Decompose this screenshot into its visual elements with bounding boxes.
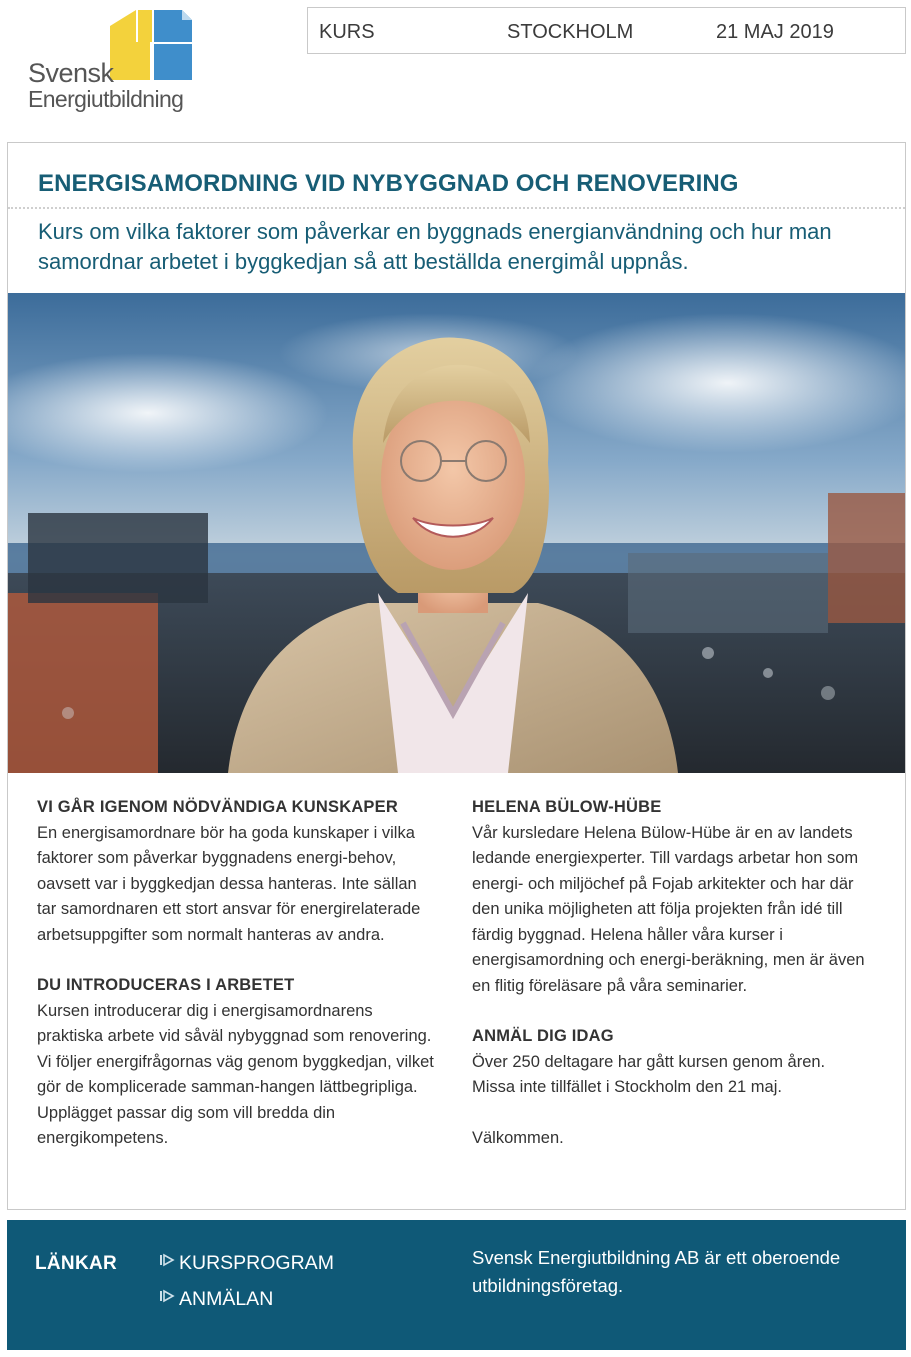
closing-text: Välkommen. <box>472 1128 564 1147</box>
section-heading-register: ANMÄL DIG IDAG <box>472 1027 614 1045</box>
section-heading-introduction: DU INTRODUCERAS I ARBETET <box>37 976 295 994</box>
page-subtitle: Kurs om vilka faktorer som påverkar en byggnads energianvändning och hur man samordnar arbetet i byggkedjan så att beställda energimål uppnås. <box>38 219 832 274</box>
left-column <box>37 795 437 1152</box>
course-info-bar <box>307 7 906 54</box>
house-logo-icon <box>108 6 194 86</box>
play-arrow-icon <box>159 1253 175 1267</box>
footer-links-label: LÄNKAR <box>35 1253 118 1274</box>
link-kursprogram[interactable] <box>159 1252 334 1275</box>
dotted-divider <box>8 207 905 209</box>
logo-text-line2: Energiutbildning <box>28 86 184 112</box>
section-text-introduction: Kursen introducerar dig i energisamordnarens praktiska arbete vid såväl nybyggnad som renovering. Vi följer energifrågornas väg genom byggkedjan, vilket gör de komplicerade samman-hangen lättbegripliga. Upplägget passar dig som vill bredda din energikompetens. <box>37 1001 434 1147</box>
section-heading-knowledge: VI GÅR IGENOM NÖDVÄNDIGA KUNSKAPER <box>37 798 398 816</box>
instructor-photo <box>8 293 905 773</box>
link-anmalan[interactable] <box>159 1288 273 1311</box>
company-about-text: Svensk Energiutbildning AB är ett oberoende utbildningsföretag. <box>472 1247 841 1296</box>
play-arrow-icon <box>159 1289 175 1303</box>
section-text-knowledge: En energisamordnare bör ha goda kunskaper i vilka faktorer som påverkar byggnadens energi-behov, oavsett var i byggkedjan dessa hanteras. Inte sällan tar samordnaren ett stort ansvar för energirelaterade arbetsuppgifter som normalt hanteras av andra. <box>37 823 421 944</box>
logo-text-line1: Svensk <box>28 58 114 88</box>
section-heading-instructor: HELENA BÜLOW-HÜBE <box>472 798 662 816</box>
course-city: STOCKHOLM <box>507 21 634 43</box>
section-text-instructor: Vår kursledare Helena Bülow-Hübe är en av landets ledande energiexperter. Till vardags arbetar hon som energi- och miljöchef på Fojab arkitekter och har där den unika möjligheten att följa projekten från idé till färdig byggnad. Helena håller våra kurser i energisamordning och energi-beräkning, men är även en flitig föreläsare på våra seminarier. <box>472 823 865 995</box>
footer <box>7 1220 906 1350</box>
link-anmalan-label[interactable]: ANMÄLAN <box>179 1288 274 1310</box>
course-type: KURS <box>319 21 375 43</box>
course-date: 21 MAJ 2019 <box>716 21 834 43</box>
page-title: ENERGISAMORDNING VID NYBYGGNAD OCH RENOVERING <box>38 170 739 197</box>
link-kursprogram-label[interactable]: KURSPROGRAM <box>179 1252 334 1274</box>
right-column <box>472 795 872 1151</box>
main-card <box>7 142 906 1210</box>
section-text-register: Över 250 deltagare har gått kursen genom åren. Missa inte tillfället i Stockholm den 21 maj. <box>472 1052 826 1096</box>
company-logo[interactable] <box>24 6 204 116</box>
